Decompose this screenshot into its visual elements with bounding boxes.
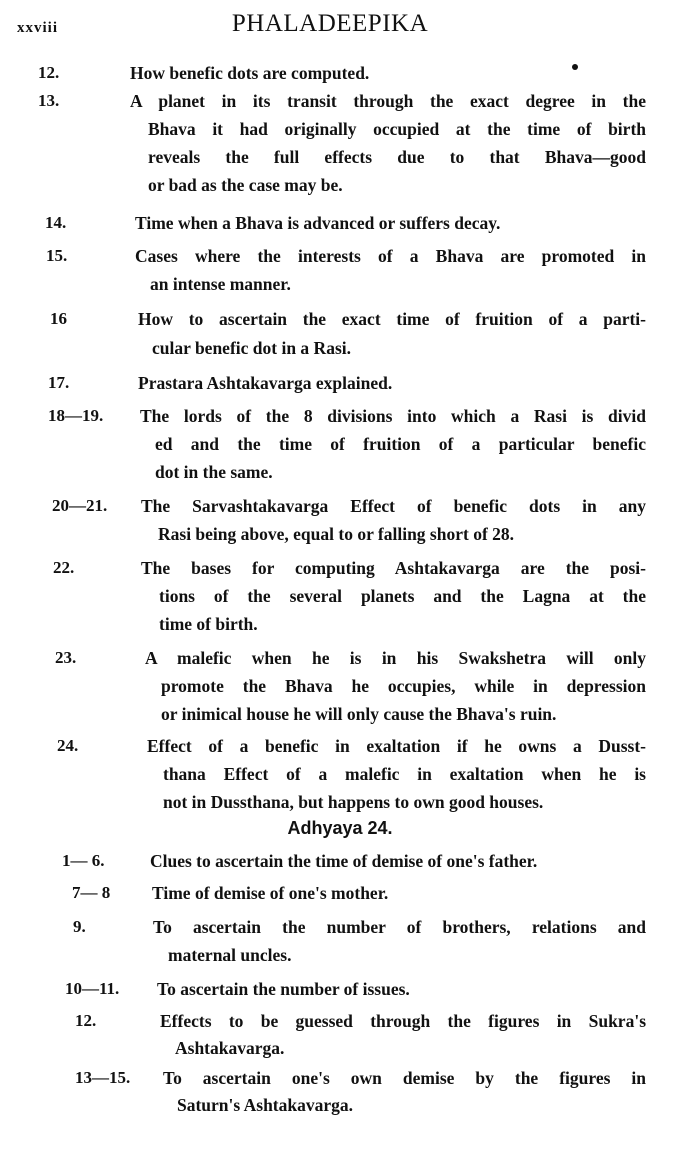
entry-text-line: Saturn's Ashtakavarga. [177, 1095, 354, 1115]
entry-number: 1— 6. [62, 851, 105, 870]
entry-text-line: cular benefic dot in a Rasi. [152, 338, 351, 358]
entry-text-line: The bases for computing Ashtakavarga are the posi- [141, 558, 646, 578]
entry-number: 14. [45, 213, 67, 232]
entry-text-line: To ascertain the number of issues. [157, 979, 410, 999]
entry-text-line: or bad as the case may be. [148, 175, 343, 195]
entry-text-line: Ashtakavarga. [175, 1038, 285, 1058]
entry-text-line: To ascertain one's own demise by the figures in [163, 1068, 646, 1088]
entry-text-line: Rasi being above, equal to or falling short of 28. [158, 524, 515, 544]
entry-number: 20—21. [52, 496, 108, 515]
section-heading: Adhyaya 24. [287, 818, 393, 838]
entry-text-line: Time when a Bhava is advanced or suffers decay. [135, 213, 501, 233]
entry-text-line: How to ascertain the exact time of fruition of a parti- [138, 309, 646, 329]
entry-number: 17. [48, 373, 70, 392]
entry-text-line: A malefic when he is in his Swakshetra will only [145, 648, 646, 668]
entry-text-line: thana Effect of a malefic in exaltation when he is [163, 764, 646, 784]
entry-text-line: time of birth. [159, 614, 258, 634]
entry-text-line: reveals the full effects due to that Bhava—good [148, 147, 646, 167]
entry-number: 18—19. [48, 406, 104, 425]
entry-number: 15. [46, 246, 68, 265]
running-title: PHALADEEPIKA [231, 10, 429, 37]
entry-number: 12. [38, 63, 60, 82]
entry-number: 7— 8 [72, 883, 111, 902]
entry-text-line: Time of demise of one's mother. [152, 883, 389, 903]
entry-text-line: dot in the same. [155, 462, 273, 482]
entry-text-line: Cases where the interests of a Bhava are promoted in [135, 246, 646, 266]
entry-text-line: maternal uncles. [168, 945, 292, 965]
entry-text-line: tions of the several planets and the Lagna at the [159, 586, 646, 606]
entry-text-line: Effects to be guessed through the figures in Sukra's [160, 1011, 646, 1031]
entry-text-line: not in Dussthana, but happens to own good houses. [163, 792, 544, 812]
entry-text-line: How benefic dots are computed. [130, 63, 370, 83]
entry-number: 10—11. [65, 979, 120, 998]
entry-number: 22. [53, 558, 75, 577]
entry-number: 13. [38, 91, 60, 110]
entry-text-line: Clues to ascertain the time of demise of one's father. [150, 851, 538, 871]
entry-text-line: ed and the time of fruition of a particular benefic [155, 434, 646, 454]
entry-text-line: The lords of the 8 divisions into which a Rasi is divid [140, 406, 646, 426]
entry-number: 23. [55, 648, 77, 667]
entry-number: 24. [57, 736, 79, 755]
entry-text-line: or inimical house he will only cause the Bhava's ruin. [161, 704, 557, 724]
page-number: xxviii [17, 20, 59, 36]
entry-number: 13—15. [75, 1068, 131, 1087]
entry-text-line: The Sarvashtakavarga Effect of benefic dots in any [141, 496, 646, 516]
entry-number: 9. [73, 917, 86, 936]
entry-text-line: A planet in its transit through the exact degree in the [130, 91, 646, 111]
entry-text-line: Bhava it had originally occupied at the time of birth [148, 119, 646, 139]
entry-number: 16 [50, 309, 67, 328]
entry-text-line: promote the Bhava he occupies, while in depression [161, 676, 646, 696]
entry-text-line: Prastara Ashtakavarga explained. [138, 373, 393, 393]
entry-text-line: To ascertain the number of brothers, relations and [153, 917, 646, 937]
entry-text-line: Effect of a benefic in exaltation if he owns a Dusst- [147, 736, 646, 756]
entry-text-line: an intense manner. [150, 274, 291, 294]
entry-number: 12. [75, 1011, 97, 1030]
ink-speck [572, 64, 578, 70]
